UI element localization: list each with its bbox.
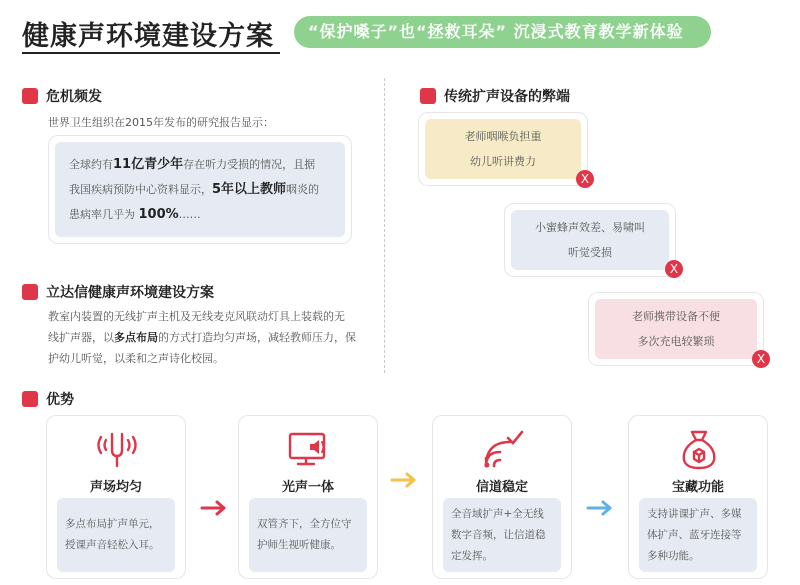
drawback-card [504,203,676,277]
advantage-title: 宝藏功能 [671,480,724,495]
drawbacks-heading [420,86,570,106]
title-underline [22,52,280,54]
section-marker-icon [420,88,436,104]
cross-icon: X [665,260,683,278]
arrow-right-icon [200,500,228,516]
section-marker-icon [22,391,38,407]
page-title: 健康声环境建设方案 [22,21,274,52]
subtitle-banner: “保护嗓子”也“拯救耳朵” 沉浸式教育教学新体验 [294,16,711,48]
microphone-sound-icon [92,428,142,472]
advantage-card [238,415,378,579]
advantage-desc: 多点布局扩声单元，授课声音轻松入耳。 [57,498,175,572]
solution-text: 教室内装置的无线扩声主机及无线麦克风联动灯具上装载的无 线扩声器，以多点布局的方式打造均匀声场，减轻教师压力，保 护幼儿听觉，以柔和之声诗化校园。 [48,310,356,365]
solution-title: 立达信健康声环境建设方案 [46,285,214,301]
drawback-card-inner: 老师携带设备不便 多次充电较繁琐 [595,299,757,359]
section-marker-icon [22,88,38,104]
advantage-title: 光声一体 [281,480,334,495]
solution-heading [22,282,214,302]
crisis-title: 危机频发 [46,89,102,105]
advantage-title: 声场均匀 [89,480,142,495]
advantage-desc: 支持讲课扩声、多媒体扩声、蓝牙连接等多种功能。 [639,498,757,572]
arrow-right-icon [586,500,614,516]
section-marker-icon [22,284,38,300]
advantage-desc: 双管齐下，全方位守护师生视听健康。 [249,498,367,572]
crisis-heading [22,86,102,106]
advantages-title: 优势 [46,392,74,408]
crisis-intro: 世界卫生组织在2015年发布的研究报告显示： [48,116,274,129]
drawback-card [588,292,764,366]
drawbacks-title: 传统扩声设备的弊端 [444,89,570,105]
treasure-bag-icon [674,428,724,472]
signal-check-icon [478,428,528,472]
drawback-card-inner: 小蜜蜂声效差、易啸叫 听觉受损 [511,210,669,270]
advantage-desc: 全音域扩声+全无线数字音频，让信道稳定发挥。 [443,498,561,572]
crisis-highlight-box [48,135,352,244]
column-divider [384,78,385,373]
drawback-card [418,112,588,186]
cross-icon: X [752,350,770,368]
crisis-highlight-text: 全球约有11亿青少年存在听力受损的情况，且据 我国疾病预防中心资料显示，5年以上教师咽炎的 患病率几乎为 100%…… [55,142,345,237]
cross-icon: X [576,170,594,188]
advantage-card [432,415,572,579]
advantages-heading [22,389,74,409]
drawback-card-inner: 老师咽喉负担重 幼儿听讲费力 [425,119,581,179]
screen-speaker-icon [284,428,334,472]
advantage-card [46,415,186,579]
advantage-card [628,415,768,579]
arrow-right-icon [390,472,418,488]
header [22,12,782,52]
advantage-title: 信道稳定 [475,480,528,495]
